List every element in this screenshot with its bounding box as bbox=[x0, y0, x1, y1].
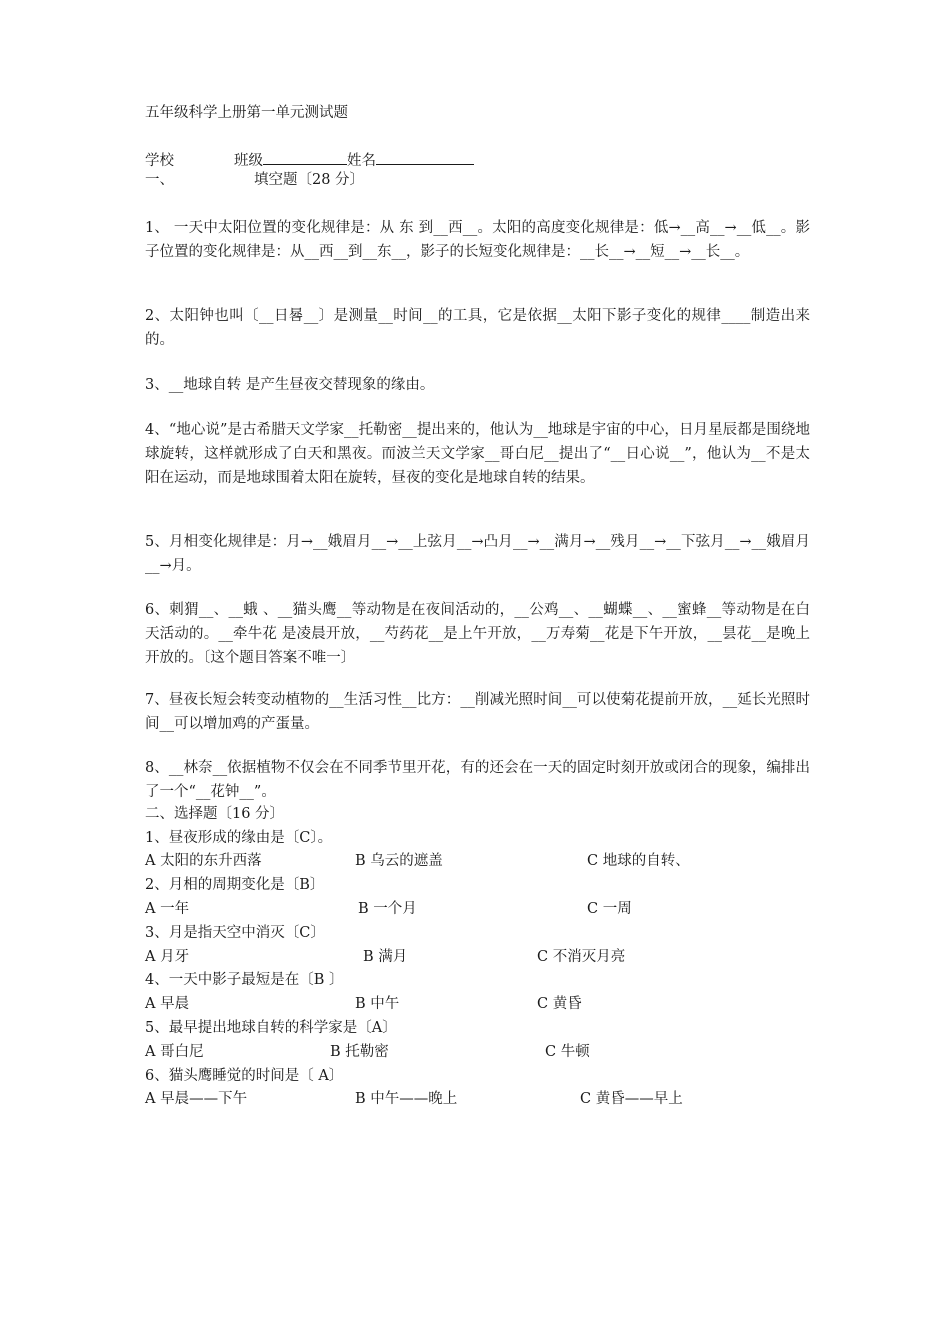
choice-1-option-b[interactable]: B 乌云的遮盖 bbox=[355, 853, 443, 869]
choice-3-option-c[interactable]: C 不消灭月亮 bbox=[537, 949, 626, 965]
section1-heading bbox=[145, 170, 364, 190]
choice-1-option-a[interactable]: A 太阳的东升西落 bbox=[145, 853, 262, 869]
choice-question-5: 5、最早提出地球自转的科学家是〔A〕 bbox=[145, 1020, 397, 1036]
name-label: 姓名 bbox=[347, 153, 376, 169]
fill-question-5: 5、月相变化规律是：月→__娥眉月__→__上弦月__→凸月__→__满月→__残月__→__下弦月__→__娥眉月__→月。 bbox=[145, 534, 810, 574]
fill-question-7: 7、昼夜长短会转变动植物的__生活习性__比方：__削减光照时间__可以使菊花提前开放，__延长光照时间__可以增加鸡的产蛋量。 bbox=[145, 692, 810, 732]
name-blank[interactable] bbox=[376, 148, 474, 165]
section1-number: 一、 bbox=[145, 172, 174, 188]
class-blank[interactable] bbox=[263, 148, 347, 165]
choice-4-option-b[interactable]: B 中午 bbox=[355, 996, 400, 1012]
choice-6-option-c[interactable]: C 黄昏——早上 bbox=[580, 1091, 683, 1107]
section2-heading: 二、选择题〔16 分〕 bbox=[145, 806, 285, 822]
fill-question-4: 4、“地心说”是古希腊天文学家__托勒密__提出来的，他认为__地球是宇宙的中心，日月星辰都是围绕地球旋转，这样就形成了白天和黑夜。而波兰天文学家__哥白尼__提出了“__日心说__”，他认为__不是太阳在运动，而是地球围着太阳在旋转，昼夜的变化是地球自转的结果。 bbox=[145, 422, 810, 486]
choice-question-2: 2、月相的周期变化是〔B〕 bbox=[145, 877, 325, 893]
school-label: 学校 bbox=[145, 153, 174, 169]
choice-question-4: 4、一天中影子最短是在〔B 〕 bbox=[145, 972, 344, 988]
choice-2-option-b[interactable]: B 一个月 bbox=[358, 901, 417, 917]
choice-5-option-c[interactable]: C 牛顿 bbox=[545, 1044, 590, 1060]
fill-question-6: 6、刺猬__、__蛾 、__猫头鹰__等动物是在夜间活动的，__公鸡__、__蝴蝶__、__蜜蜂__等动物是在白天活动的。__牵牛花 是凌晨开放，__芍药花__是上午开放，__万寿菊__花是下午开放，__昙花__是晚上开放的。〔这个题目答案不唯一〕 bbox=[145, 602, 810, 666]
choice-2-option-c[interactable]: C 一周 bbox=[587, 901, 632, 917]
choice-4-option-c[interactable]: C 黄昏 bbox=[537, 996, 582, 1012]
choice-3-option-a[interactable]: A 月牙 bbox=[145, 949, 190, 965]
fill-question-2: 2、太阳钟也叫〔__日晷__〕是测量__时间__的工具，它是依据__太阳下影子变化的规律____制造出来的。 bbox=[145, 308, 810, 348]
choice-question-3: 3、月是指天空中消灭〔C〕 bbox=[145, 925, 325, 941]
choice-4-option-a[interactable]: A 早晨 bbox=[145, 996, 190, 1012]
choice-1-option-c[interactable]: C 地球的自转、 bbox=[587, 853, 690, 869]
section1-title: 填空题〔28 分〕 bbox=[254, 172, 365, 188]
choice-6-option-a[interactable]: A 早晨——下午 bbox=[145, 1091, 248, 1107]
choice-question-6: 6、猫头鹰睡觉的时间是〔 A〕 bbox=[145, 1068, 344, 1084]
fill-question-3: 3、__地球自转 是产生昼夜交替现象的缘由。 bbox=[145, 377, 435, 393]
choice-3-option-b[interactable]: B 满月 bbox=[363, 949, 408, 965]
choice-5-option-a[interactable]: A 哥白尼 bbox=[145, 1044, 204, 1060]
class-label: 班级 bbox=[234, 153, 263, 169]
student-info-line bbox=[145, 148, 474, 171]
fill-question-8: 8、__林奈__依据植物不仅会在不同季节里开花，有的还会在一天的固定时刻开放或闭合的现象，编排出了一个“__花钟__”。 bbox=[145, 760, 810, 800]
choice-2-option-a[interactable]: A 一年 bbox=[145, 901, 190, 917]
document-title: 五年级科学上册第一单元测试题 bbox=[145, 105, 348, 121]
choice-question-1: 1、昼夜形成的缘由是〔C〕。 bbox=[145, 830, 333, 846]
choice-6-option-b[interactable]: B 中午——晚上 bbox=[355, 1091, 458, 1107]
choice-5-option-b[interactable]: B 托勒密 bbox=[330, 1044, 389, 1060]
fill-question-1: 1、 一天中太阳位置的变化规律是：从 东 到__西__。太阳的高度变化规律是：低→__高__→__低__。影子位置的变化规律是：从__西__到__东__，影子的长短变化规律是：__长__→__短__→__长__。 bbox=[145, 220, 810, 260]
